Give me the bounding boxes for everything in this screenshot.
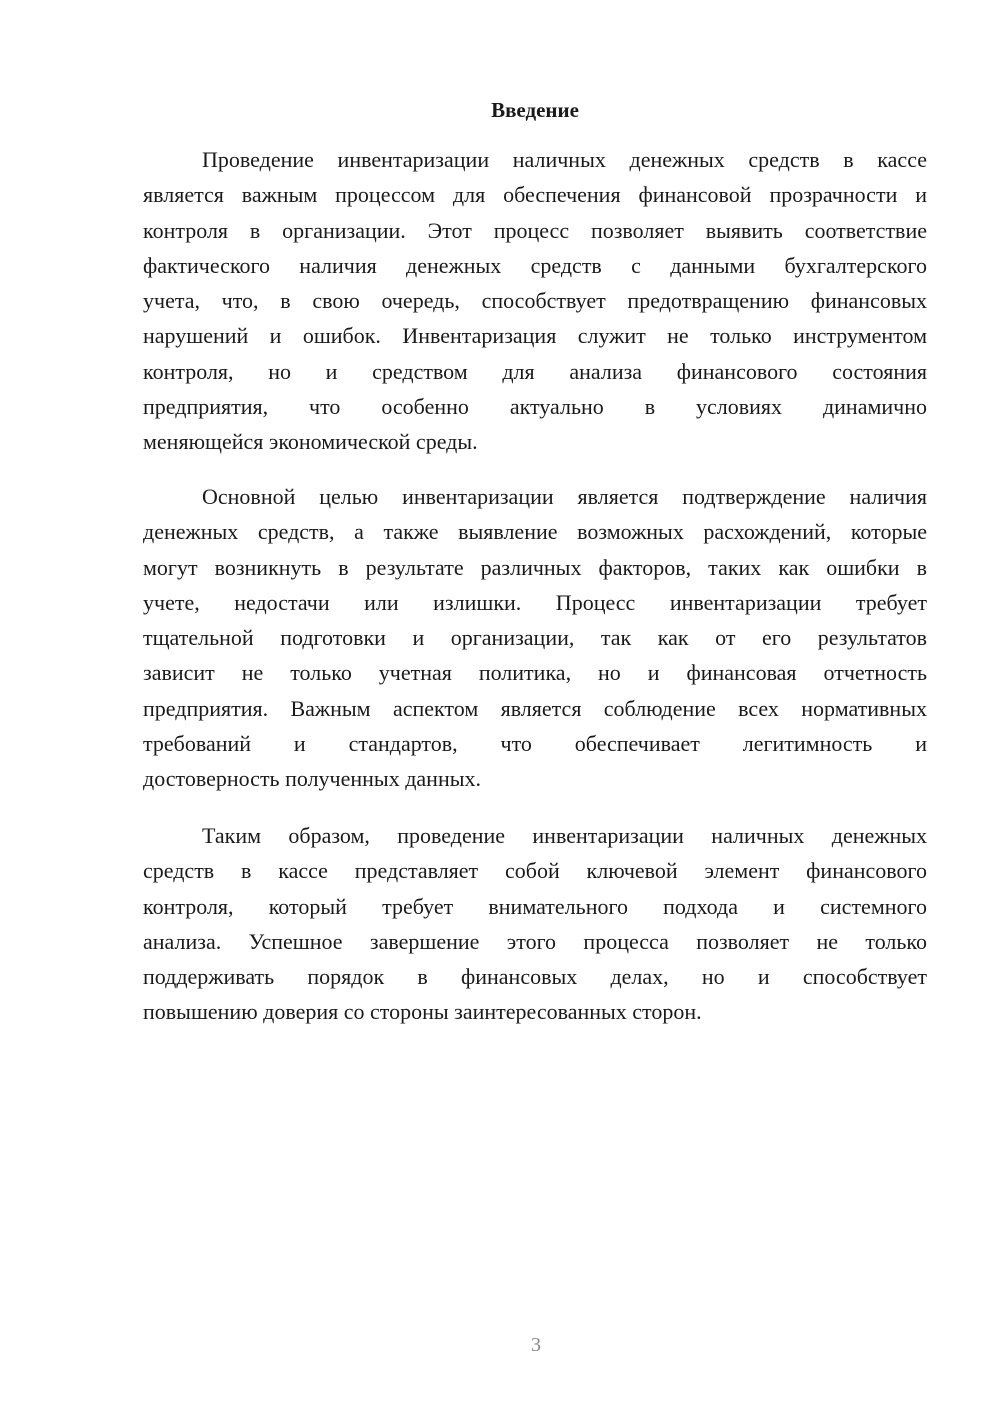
text-line: тщательной подготовки и организации, так как от его результатов	[143, 625, 927, 651]
text-line: Проведение инвентаризации наличных денежных средств в кассе	[202, 147, 927, 172]
text-line: нарушений и ошибок. Инвентаризация служит не только инструментом	[143, 323, 927, 349]
text-line: анализа. Успешное завершение этого процесса позволяет не только	[143, 928, 927, 954]
text-line: учета, что, в свою очередь, способствует предотвращению финансовых	[143, 288, 927, 314]
text-line: денежных средств, а также выявление возможных расхождений, которые	[143, 519, 927, 545]
paragraph-2	[143, 479, 927, 797]
section-title: Введение	[491, 98, 579, 122]
text-line: фактического наличия денежных средств с данными бухгалтерского	[143, 252, 927, 278]
text-line: является важным процессом для обеспечения финансовой прозрачности и	[143, 182, 927, 208]
text-line: Таким образом, проведение инвентаризации наличных денежных	[202, 823, 927, 848]
text-line: достоверность полученных данных.	[143, 766, 481, 792]
text-line: меняющейся экономической среды.	[143, 429, 478, 455]
text-line: повышению доверия со стороны заинтересованных сторон.	[143, 999, 702, 1025]
text-line: могут возникнуть в результате различных факторов, таких как ошибки в	[143, 554, 927, 580]
text-line: учете, недостачи или излишки. Процесс инвентаризации требует	[143, 589, 927, 615]
text-line: контроля, который требует внимательного подхода и системного	[143, 893, 927, 919]
paragraph-1	[143, 142, 927, 460]
text-line: контроля, но и средством для анализа финансового состояния	[143, 358, 927, 384]
text-line: контроля в организации. Этот процесс позволяет выявить соответствие	[143, 217, 927, 243]
text-line: требований и стандартов, что обеспечивает легитимность и	[143, 731, 927, 757]
text-line: предприятия. Важным аспектом является соблюдение всех нормативных	[143, 695, 927, 721]
text-line: поддерживать порядок в финансовых делах, но и способствует	[143, 964, 927, 990]
page-number: 3	[531, 1334, 541, 1356]
text-line: предприятия, что особенно актуально в условиях динамично	[143, 394, 927, 420]
text-line: средств в кассе представляет собой ключевой элемент финансового	[143, 858, 927, 884]
text-line: Основной целью инвентаризации является подтверждение наличия	[202, 484, 927, 509]
text-line: зависит не только учетная политика, но и финансовая отчетность	[143, 660, 927, 686]
paragraph-3	[143, 818, 927, 1030]
